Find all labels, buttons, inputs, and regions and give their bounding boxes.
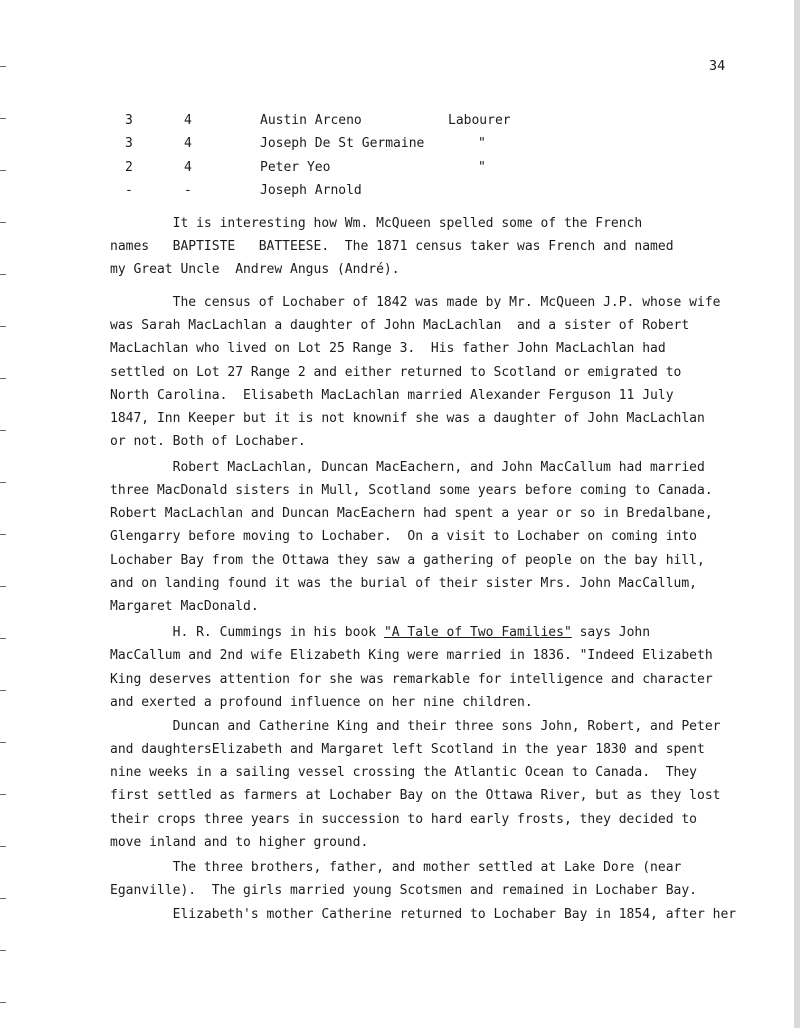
table-cell-occupation: " — [478, 160, 486, 175]
text-line — [110, 623, 650, 643]
text-line: North Carolina. Elisabeth MacLachlan married Alexander Ferguson 11 July — [110, 388, 674, 403]
margin-tick — [0, 222, 6, 223]
text-line: The three brothers, father, and mother settled at Lake Dore (near — [110, 860, 682, 875]
text-line: settled on Lot 27 Range 2 and either returned to Scotland or emigrated to — [110, 365, 682, 380]
margin-tick — [0, 118, 6, 119]
margin-tick — [0, 274, 6, 275]
text-line: and on landing found it was the burial of their sister Mrs. John MacCallum, — [110, 576, 697, 591]
margin-tick — [0, 742, 6, 743]
text-fragment: says John — [571, 625, 651, 640]
text-line: and daughtersElizabeth and Margaret left Scotland in the year 1830 and spent — [110, 742, 705, 757]
table-cell-name: Joseph Arnold — [260, 183, 362, 198]
text-line: Eganville). The girls married young Scotsmen and remained in Lochaber Bay. — [110, 883, 697, 898]
text-line: my Great Uncle Andrew Angus (André). — [110, 262, 400, 277]
table-cell: 2 — [125, 160, 133, 175]
text-line: Glengarry before moving to Lochaber. On a visit to Lochaber on coming into — [110, 529, 697, 544]
table-cell: - — [184, 183, 192, 198]
table-cell: - — [125, 183, 133, 198]
text-line: first settled as farmers at Lochaber Bay on the Ottawa River, but as they lost — [110, 788, 721, 803]
text-line: Elizabeth's mother Catherine returned to Lochaber Bay in 1854, after her — [110, 907, 737, 922]
text-line: names BAPTISTE BATTEESE. The 1871 census taker was French and named — [110, 239, 674, 254]
margin-tick — [0, 534, 6, 535]
table-cell-name: Joseph De St Germaine — [260, 136, 425, 151]
book-title: "A Tale of Two Families" — [383, 625, 572, 640]
text-line: Robert MacLachlan, Duncan MacEachern, and John MacCallum had married — [110, 460, 705, 475]
text-line: Lochaber Bay from the Ottawa they saw a gathering of people on the bay hill, — [110, 553, 705, 568]
page-number: 34 — [709, 58, 726, 74]
margin-tick — [0, 170, 6, 171]
text-line: nine weeks in a sailing vessel crossing the Atlantic Ocean to Canada. They — [110, 765, 697, 780]
table-cell-occupation: Labourer — [448, 113, 511, 128]
page-edge — [794, 0, 800, 1028]
margin-tick — [0, 482, 6, 483]
text-line: and exerted a profound influence on her nine children. — [110, 695, 533, 710]
margin-tick — [0, 950, 6, 951]
margin-tick — [0, 690, 6, 691]
table-cell: 3 — [125, 113, 133, 128]
text-line: Duncan and Catherine King and their three sons John, Robert, and Peter — [110, 719, 721, 734]
text-line: MacCallum and 2nd wife Elizabeth King were married in 1836. "Indeed Elizabeth — [110, 648, 713, 663]
text-line: MacLachlan who lived on Lot 25 Range 3. His father John MacLachlan had — [110, 341, 666, 356]
text-line: King deserves attention for she was remarkable for intelligence and character — [110, 672, 713, 687]
margin-tick — [0, 846, 6, 847]
margin-tick — [0, 378, 6, 379]
text-line: was Sarah MacLachlan a daughter of John MacLachlan and a sister of Robert — [110, 318, 690, 333]
margin-tick — [0, 794, 6, 795]
table-cell: 3 — [125, 136, 133, 151]
text-line: 1847, Inn Keeper but it is not knownif she was a daughter of John MacLachlan — [110, 411, 705, 426]
text-line: three MacDonald sisters in Mull, Scotland some years before coming to Canada. — [110, 483, 713, 498]
text-line: move inland and to higher ground. — [110, 835, 369, 850]
margin-tick — [0, 898, 6, 899]
margin-tick — [0, 66, 6, 67]
margin-tick — [0, 638, 6, 639]
margin-tick — [0, 1002, 6, 1003]
text-line: The census of Lochaber of 1842 was made by Mr. McQueen J.P. whose wife — [110, 295, 721, 310]
table-cell: 4 — [184, 113, 192, 128]
margin-tick — [0, 586, 6, 587]
table-cell: 4 — [184, 136, 192, 151]
text-line: Margaret MacDonald. — [110, 599, 259, 614]
text-line: Robert MacLachlan and Duncan MacEachern had spent a year or so in Bredalbane, — [110, 506, 713, 521]
text-line: their crops three years in succession to hard early frosts, they decided to — [110, 812, 697, 827]
text-fragment: H. R. Cummings in his book — [110, 625, 384, 640]
text-line: It is interesting how Wm. McQueen spelled some of the French — [110, 216, 643, 231]
table-cell-occupation: " — [478, 136, 486, 151]
margin-tick — [0, 430, 6, 431]
table-cell-name: Austin Arceno — [260, 113, 362, 128]
margin-tick — [0, 326, 6, 327]
table-cell-name: Peter Yeo — [260, 160, 331, 175]
text-line: or not. Both of Lochaber. — [110, 434, 306, 449]
table-cell: 4 — [184, 160, 192, 175]
